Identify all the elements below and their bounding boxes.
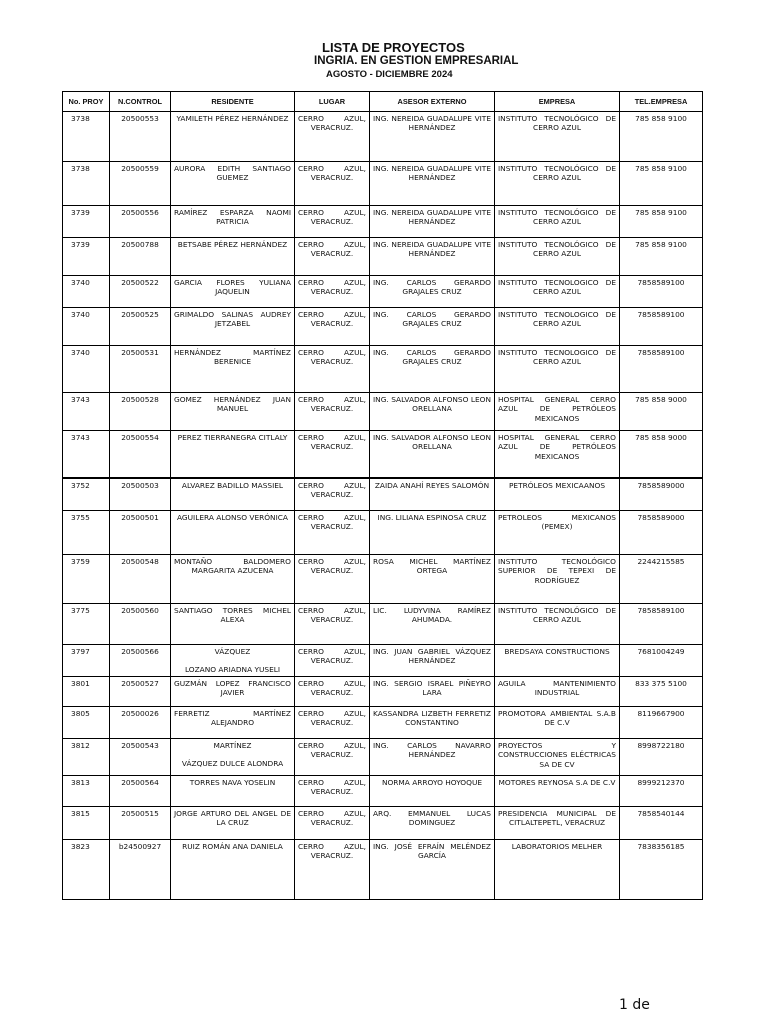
no-proy-cell: 3755 — [63, 511, 110, 555]
residente-cell: HERNÁNDEZ MARTÍNEZ BERENICE — [171, 346, 295, 393]
asesor-externo-cell: ING. CARLOS GERARDO GRAJALES CRUZ — [370, 276, 495, 308]
asesor-externo-cell: ZAIDA ANAHÍ REYES SALOMÓN — [370, 478, 495, 511]
residente-cell: AGUILERA ALONSO VERÓNICA — [171, 511, 295, 555]
table-row — [63, 776, 703, 807]
empresa-cell: MOTORES REYNOSA S.A DE C.V — [495, 776, 620, 807]
lugar-cell: CERRO AZUL, VERACRUZ. — [295, 840, 370, 900]
residente-cell: YAMILETH PÉREZ HERNÁNDEZ — [171, 112, 295, 162]
residente-cell: SANTIAGO TORRES MICHEL ALEXA — [171, 604, 295, 645]
residente-cell: BETSABE PÉREZ HERNÁNDEZ — [171, 238, 295, 276]
table-row — [63, 308, 703, 346]
lugar-cell: CERRO AZUL, VERACRUZ. — [295, 308, 370, 346]
tel-empresa-cell: 833 375 5100 — [620, 677, 703, 707]
lugar-cell: CERRO AZUL, VERACRUZ. — [295, 162, 370, 206]
n-control-cell: 20500515 — [110, 807, 171, 840]
lugar-cell: CERRO AZUL, VERACRUZ. — [295, 776, 370, 807]
no-proy-cell: 3738 — [63, 162, 110, 206]
no-proy-cell: 3740 — [63, 276, 110, 308]
table-row — [63, 206, 703, 238]
empresa-cell: INSTITUTO TECNOLÓGICO DE CERRO AZUL — [495, 238, 620, 276]
empresa-cell: PRESIDENCIA MUNICIPAL DE CITLALTEPETL, VERACRUZ — [495, 807, 620, 840]
empresa-cell: BREDSAYA CONSTRUCTIONS — [495, 645, 620, 677]
tel-empresa-cell: 785 858 9100 — [620, 162, 703, 206]
tel-empresa-cell: 7838356185 — [620, 840, 703, 900]
empresa-cell: HOSPITAL GENERAL CERRO AZUL DE PETRÓLEOS MEXICANOS — [495, 431, 620, 478]
empresa-cell: INSTITUTO TECNOLOGICO DE CERRO AZUL — [495, 276, 620, 308]
lugar-cell: CERRO AZUL, VERACRUZ. — [295, 478, 370, 511]
asesor-externo-cell: ING. CARLOS GERARDO GRAJALES CRUZ — [370, 346, 495, 393]
n-control-cell: 20500554 — [110, 431, 171, 478]
lugar-cell: CERRO AZUL, VERACRUZ. — [295, 393, 370, 431]
residente-cell: AURORA EDITH SANTIAGO GUEMEZ — [171, 162, 295, 206]
residente-cell: ALVAREZ BADILLO MASSIEL — [171, 478, 295, 511]
no-proy-cell: 3739 — [63, 206, 110, 238]
n-control-cell: 20500560 — [110, 604, 171, 645]
table-row — [63, 645, 703, 677]
residente-cell: JORGE ARTURO DEL ANGEL DE LA CRUZ — [171, 807, 295, 840]
no-proy-cell: 3759 — [63, 555, 110, 604]
asesor-externo-cell: ING. NEREIDA GUADALUPE VITE HERNÁNDEZ — [370, 162, 495, 206]
tel-empresa-cell: 7858589000 — [620, 478, 703, 511]
page-number: 1 de — [619, 997, 650, 1013]
lugar-cell: CERRO AZUL, VERACRUZ. — [295, 112, 370, 162]
asesor-externo-cell: LIC. LUDYVINA RAMÍREZ AHUMADA. — [370, 604, 495, 645]
empresa-cell: PETRÓLEOS MEXICAANOS — [495, 478, 620, 511]
empresa-cell: INSTITUTO TECNOLÓGICO DE CERRO AZUL — [495, 162, 620, 206]
residente-cell: MONTAÑO BALDOMERO MARGARITA AZUCENA — [171, 555, 295, 604]
empresa-cell: INSTITUTO TECNOLOGICO DE CERRO AZUL — [495, 346, 620, 393]
header-n-control: N.CONTROL — [110, 92, 171, 112]
document-period: AGOSTO - DICIEMBRE 2024 — [326, 69, 453, 80]
table-row — [63, 511, 703, 555]
projects-table — [62, 91, 703, 900]
tel-empresa-cell: 7858589100 — [620, 346, 703, 393]
tel-empresa-cell: 8999212370 — [620, 776, 703, 807]
empresa-cell: PROMOTORA AMBIENTAL S.A.B DE C.V — [495, 707, 620, 739]
asesor-externo-cell: ING. LILIANA ESPINOSA CRUZ — [370, 511, 495, 555]
n-control-cell: 20500564 — [110, 776, 171, 807]
table-row — [63, 478, 703, 511]
n-control-cell: 20500503 — [110, 478, 171, 511]
lugar-cell: CERRO AZUL, VERACRUZ. — [295, 346, 370, 393]
document-subtitle: INGRIA. EN GESTION EMPRESARIAL — [314, 55, 519, 67]
n-control-cell: 20500522 — [110, 276, 171, 308]
table-row — [63, 162, 703, 206]
tel-empresa-cell: 785 858 9000 — [620, 393, 703, 431]
asesor-externo-cell: KASSANDRA LIZBETH FERRETIZ CONSTANTINO — [370, 707, 495, 739]
lugar-cell: CERRO AZUL, VERACRUZ. — [295, 707, 370, 739]
no-proy-cell: 3823 — [63, 840, 110, 900]
empresa-cell: INSTITUTO TECNOLÓGICO DE CERRO AZUL — [495, 112, 620, 162]
header-tel-empresa: TEL.EMPRESA — [620, 92, 703, 112]
empresa-cell: HOSPITAL GENERAL CERRO AZUL DE PETRÓLEOS MEXICANOS — [495, 393, 620, 431]
n-control-cell: 20500566 — [110, 645, 171, 677]
lugar-cell: CERRO AZUL, VERACRUZ. — [295, 739, 370, 776]
residente-cell: FERRETIZ MARTÍNEZ ALEJANDRO — [171, 707, 295, 739]
lugar-cell: CERRO AZUL, VERACRUZ. — [295, 555, 370, 604]
residente-cell: GARCIA FLORES YULIANA JAQUELIN — [171, 276, 295, 308]
no-proy-cell: 3740 — [63, 308, 110, 346]
empresa-cell: PROYECTOS Y CONSTRUCCIONES ELÉCTRICAS SA DE CV — [495, 739, 620, 776]
tel-empresa-cell: 785 858 9000 — [620, 431, 703, 478]
tel-empresa-cell: 785 858 9100 — [620, 206, 703, 238]
header-empresa: EMPRESA — [495, 92, 620, 112]
table-row — [63, 707, 703, 739]
table-row — [63, 431, 703, 478]
asesor-externo-cell: ARQ. EMMANUEL LUCAS DOMINGUEZ — [370, 807, 495, 840]
lugar-cell: CERRO AZUL, VERACRUZ. — [295, 276, 370, 308]
table-row — [63, 393, 703, 431]
document-title: LISTA DE PROYECTOS — [322, 40, 465, 55]
asesor-externo-cell: ING. JUAN GABRIEL VÁZQUEZ HERNÁNDEZ — [370, 645, 495, 677]
empresa-cell: AGUILA MANTENIMIENTO INDUSTRIAL — [495, 677, 620, 707]
table-header — [63, 92, 703, 112]
table-row — [63, 112, 703, 162]
no-proy-cell: 3775 — [63, 604, 110, 645]
asesor-externo-cell: ING. CARLOS NAVARRO HERNÁNDEZ — [370, 739, 495, 776]
no-proy-cell: 3805 — [63, 707, 110, 739]
residente-line-2: LOZANO ARIADNA YUSELI — [184, 665, 281, 675]
residente-line-1: MARTÍNEZ — [213, 741, 252, 750]
asesor-externo-cell: ING. NEREIDA GUADALUPE VITE HERNÁNDEZ — [370, 206, 495, 238]
lugar-cell: CERRO AZUL, VERACRUZ. — [295, 206, 370, 238]
tel-empresa-cell: 7858589100 — [620, 276, 703, 308]
asesor-externo-cell: ING. NEREIDA GUADALUPE VITE HERNÁNDEZ — [370, 112, 495, 162]
no-proy-cell: 3801 — [63, 677, 110, 707]
no-proy-cell: 3815 — [63, 807, 110, 840]
lugar-cell: CERRO AZUL, VERACRUZ. — [295, 604, 370, 645]
asesor-externo-cell: NORMA ARROYO HOYOQUE — [370, 776, 495, 807]
table-row — [63, 840, 703, 900]
tel-empresa-cell: 8998722180 — [620, 739, 703, 776]
no-proy-cell: 3743 — [63, 393, 110, 431]
table-row — [63, 346, 703, 393]
empresa-cell: PETROLEOS MEXICANOS (PEMEX) — [495, 511, 620, 555]
residente-cell: GRIMALDO SALINAS AUDREY JETZABEL — [171, 308, 295, 346]
n-control-cell: 20500026 — [110, 707, 171, 739]
residente-cell: RUIZ ROMÁN ANA DANIELA — [171, 840, 295, 900]
n-control-cell: 20500553 — [110, 112, 171, 162]
asesor-externo-cell: ING. SERGIO ISRAEL PIÑEYRO LARA — [370, 677, 495, 707]
n-control-cell: 20500559 — [110, 162, 171, 206]
residente-cell: TORRES NAVA YOSELIN — [171, 776, 295, 807]
asesor-externo-cell: ROSA MICHEL MARTÍNEZ ORTEGA — [370, 555, 495, 604]
asesor-externo-cell: ING. SALVADOR ALFONSO LEON ORELLANA — [370, 431, 495, 478]
header-lugar: LUGAR — [295, 92, 370, 112]
lugar-cell: CERRO AZUL, VERACRUZ. — [295, 511, 370, 555]
empresa-cell: INSTITUTO TECNOLÓGICO SUPERIOR DE TEPEXI DE RODRÍGUEZ — [495, 555, 620, 604]
n-control-cell: 20500556 — [110, 206, 171, 238]
lugar-cell: CERRO AZUL, VERACRUZ. — [295, 677, 370, 707]
residente-cell: PEREZ TIERRANEGRA CITLALY — [171, 431, 295, 478]
n-control-cell: 20500501 — [110, 511, 171, 555]
header-residente: RESIDENTE — [171, 92, 295, 112]
n-control-cell: 20500527 — [110, 677, 171, 707]
asesor-externo-cell: ING. JOSÉ EFRAÍN MELÉNDEZ GARCÍA — [370, 840, 495, 900]
no-proy-cell: 3740 — [63, 346, 110, 393]
residente-cell: GOMEZ HERNÁNDEZ JUAN MANUEL — [171, 393, 295, 431]
tel-empresa-cell: 2244215585 — [620, 555, 703, 604]
tel-empresa-cell: 785 858 9100 — [620, 238, 703, 276]
empresa-cell: INSTITUTO TECNOLÓGICO DE CERRO AZUL — [495, 206, 620, 238]
no-proy-cell: 3752 — [63, 478, 110, 511]
tel-empresa-cell: 7858540144 — [620, 807, 703, 840]
header-no-proy: No. PROY — [63, 92, 110, 112]
table-row — [63, 555, 703, 604]
residente-cell: RAMÍREZ ESPARZA NAOMI PATRICIA — [171, 206, 295, 238]
header-asesor-externo: ASESOR EXTERNO — [370, 92, 495, 112]
empresa-cell: INSTITUTO TECNOLÓGICO DE CERRO AZUL — [495, 604, 620, 645]
table-row — [63, 677, 703, 707]
no-proy-cell: 3738 — [63, 112, 110, 162]
no-proy-cell: 3739 — [63, 238, 110, 276]
asesor-externo-cell: ING. NEREIDA GUADALUPE VITE HERNÁNDEZ — [370, 238, 495, 276]
tel-empresa-cell: 7858589100 — [620, 604, 703, 645]
table-row — [63, 276, 703, 308]
table-row — [63, 604, 703, 645]
no-proy-cell: 3812 — [63, 739, 110, 776]
n-control-cell: 20500531 — [110, 346, 171, 393]
lugar-cell: CERRO AZUL, VERACRUZ. — [295, 807, 370, 840]
table-row — [63, 238, 703, 276]
asesor-externo-cell: ING. SALVADOR ALFONSO LEON ORELLANA — [370, 393, 495, 431]
tel-empresa-cell: 785 858 9100 — [620, 112, 703, 162]
asesor-externo-cell: ING. CARLOS GERARDO GRAJALES CRUZ — [370, 308, 495, 346]
no-proy-cell: 3743 — [63, 431, 110, 478]
table-row — [63, 739, 703, 776]
table-row — [63, 807, 703, 840]
n-control-cell: 20500528 — [110, 393, 171, 431]
residente-cell — [171, 739, 295, 776]
empresa-cell: INSTITUTO TECNOLOGICO DE CERRO AZUL — [495, 308, 620, 346]
tel-empresa-cell: 7858589100 — [620, 308, 703, 346]
no-proy-cell: 3797 — [63, 645, 110, 677]
residente-line-2: VÁZQUEZ DULCE ALONDRA — [181, 759, 284, 769]
lugar-cell: CERRO AZUL, VERACRUZ. — [295, 645, 370, 677]
n-control-cell: b24500927 — [110, 840, 171, 900]
residente-line-1: VÁZQUEZ — [214, 647, 251, 656]
tel-empresa-cell: 7681004249 — [620, 645, 703, 677]
n-control-cell: 20500525 — [110, 308, 171, 346]
empresa-cell: LABORATORIOS MELHER — [495, 840, 620, 900]
n-control-cell: 20500788 — [110, 238, 171, 276]
lugar-cell: CERRO AZUL, VERACRUZ. — [295, 431, 370, 478]
no-proy-cell: 3813 — [63, 776, 110, 807]
tel-empresa-cell: 7858589000 — [620, 511, 703, 555]
residente-cell: GUZMÁN LOPEZ FRANCISCO JAVIER — [171, 677, 295, 707]
residente-cell — [171, 645, 295, 677]
tel-empresa-cell: 8119667900 — [620, 707, 703, 739]
n-control-cell: 20500543 — [110, 739, 171, 776]
lugar-cell: CERRO AZUL, VERACRUZ. — [295, 238, 370, 276]
table-body — [63, 112, 703, 900]
n-control-cell: 20500548 — [110, 555, 171, 604]
